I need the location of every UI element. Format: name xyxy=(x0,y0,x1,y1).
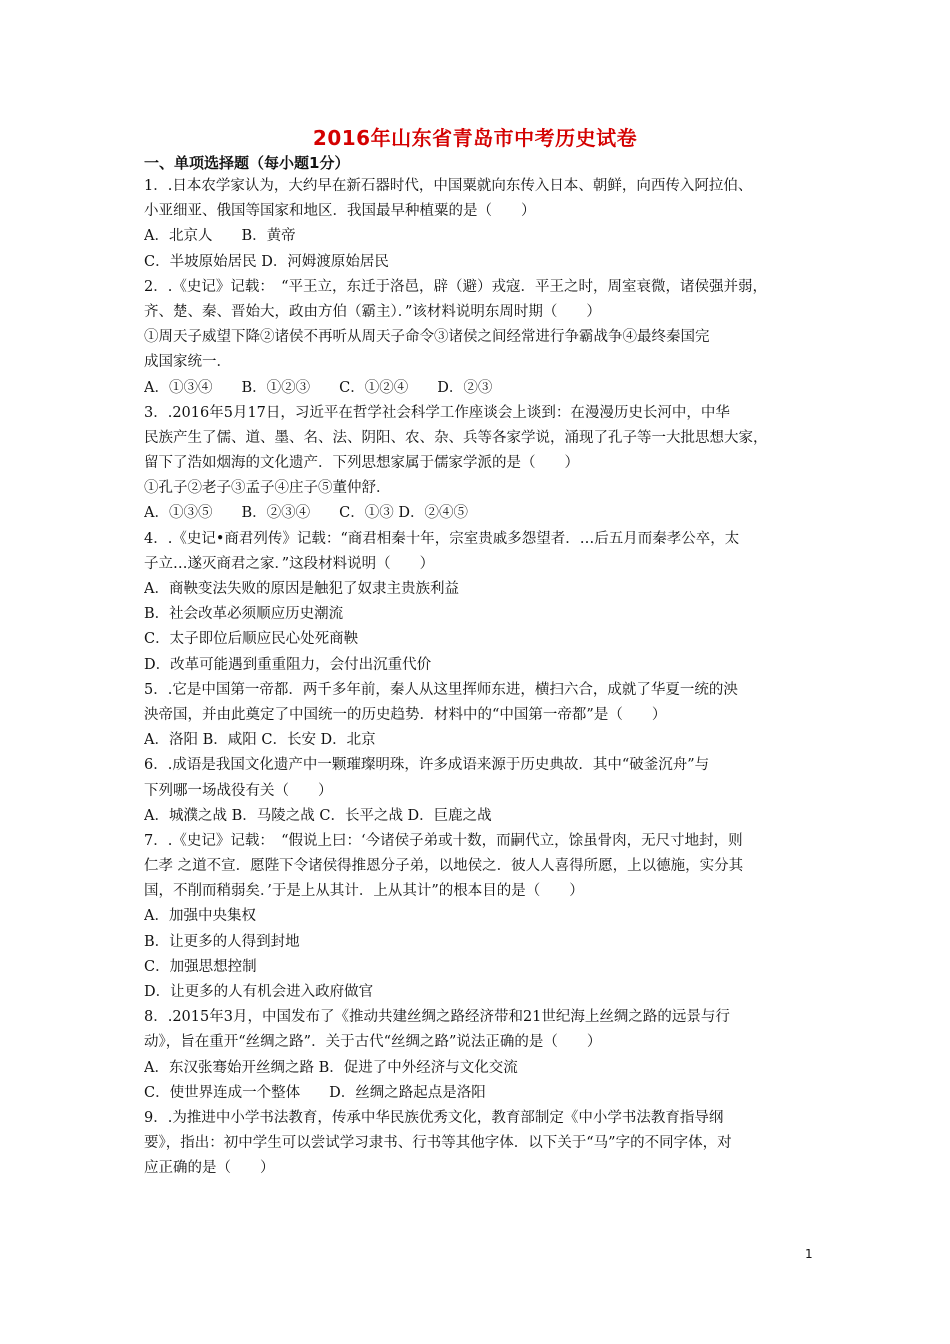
text-line: C．使世界连成一个整体 D．丝绸之路起点是洛阳 xyxy=(144,1084,486,1101)
text-line: 6．.成语是我国文化遗产中一颗璀璨明珠，许多成语来源于历史典故．其中“破釜沉舟”与 xyxy=(144,757,710,774)
text-line: B．社会改革必须顺应历史潮流 xyxy=(144,606,344,623)
text-line: 4．.《史记•商君列传》记载：“商君相秦十年，宗室贵戚多怨望者．…后五月而秦孝公卒，太 xyxy=(144,530,740,547)
text-line: A．北京人 B．黄帝 xyxy=(144,228,296,245)
text-line: 民族产生了儒、道、墨、名、法、阴阳、农、杂、兵等各家学说，涌现了孔子等一大批思想大家， xyxy=(144,429,768,446)
text-line: 9．.为推进中小学书法教育，传承中华民族优秀文化，教育部制定《中小学书法教育指导纲 xyxy=(144,1109,724,1126)
text-line: A．商鞅变法失败的原因是触犯了奴隶主贵族利益 xyxy=(144,581,459,597)
text-line: 2．.《史记》记载： “平王立，东迁于洛邑，辟（避）戎寇．平王之时，周室衰微，诸侯强并弱， xyxy=(144,278,767,295)
text-line: 7．.《史记》记载： “假说上曰：‘今诸侯子弟或十数，而嗣代立，馀虽骨肉，无尺寸地封，则 xyxy=(144,832,743,849)
text-line: A．①③⑤ B．②③④ C．①③ D．②④⑤ xyxy=(144,505,468,522)
text-line: ①周天子威望下降②诸侯不再听从周天子命令③诸侯之间经常进行争霸战争④最终秦国完 xyxy=(144,329,710,346)
text-line: 动》，旨在重开“丝绸之路”．关于古代“丝绸之路”说法正确的是（ ） xyxy=(144,1034,602,1051)
text-line: 5．.它是中国第一帝都．两千多年前，秦人从这里挥师东进，横扫六合，成就了华夏一统的泱 xyxy=(144,681,738,698)
text-line: 要》，指出：初中学生可以尝试学习隶书、行书等其他字体．以下关于“马”字的不同字体，对 xyxy=(144,1135,732,1152)
text-line: B．让更多的人得到封地 xyxy=(144,933,300,950)
question-text xyxy=(144,174,820,1182)
text-line: 应正确的是（ ） xyxy=(144,1160,275,1177)
text-line: C．半坡原始居民 D．河姆渡原始居民 xyxy=(144,253,389,270)
text-line: D．让更多的人有机会进入政府做官 xyxy=(144,984,374,1000)
text-line: 3．.2016年5月17日，习近平在哲学社会科学工作座谈会上谈到：在漫漫历史长河中，中华 xyxy=(144,404,730,421)
text-line: 留下了浩如烟海的文化遗产．下列思想家属于儒家学派的是（ ） xyxy=(144,455,579,472)
text-line: 国，不削而稍弱矣．’于是上从其计．上从其计”的根本目的是（ ） xyxy=(144,883,584,900)
text-line: 下列哪一场战役有关（ ） xyxy=(144,782,333,799)
text-line: 仁孝 之道不宣．愿陛下令诸侯得推恩分子弟，以地侯之．彼人人喜得所愿，上以德施，实分其 xyxy=(144,858,744,875)
text-line: A．①③④ B．①②③ C．①②④ D．②③ xyxy=(144,379,493,396)
text-line: ①孔子②老子③孟子④庄子⑤董仲舒． xyxy=(144,480,391,497)
text-line: C．太子即位后顺应民心处死商鞅 xyxy=(144,631,359,648)
page-number: 1 xyxy=(805,1247,813,1261)
text-line: C．加强思想控制 xyxy=(144,958,257,975)
text-line: 泱帝国，并由此奠定了中国统一的历史趋势．材料中的“中国第一帝都”是（ ） xyxy=(144,706,667,723)
text-line: 8．.2015年3月，中国发布了《推动共建丝绸之路经济带和21世纪海上丝绸之路的远景与行 xyxy=(144,1009,730,1026)
text-line: A．东汉张骞始开丝绸之路 B．促进了中外经济与文化交流 xyxy=(144,1059,518,1076)
text-line: A．城濮之战 B．马陵之战 C．长平之战 D．巨鹿之战 xyxy=(144,807,492,824)
text-line: 齐、楚、秦、晋始大，政由方伯（霸主）．”该材料说明东周时期（ ） xyxy=(144,303,601,320)
text-line: D．改革可能遇到重重阻力，会付出沉重代价 xyxy=(144,656,432,673)
text-line: A．洛阳 B．咸阳 C．长安 D．北京 xyxy=(144,732,376,749)
text-line: 成国家统一． xyxy=(144,354,231,371)
section-heading: 一、单项选择题（每小题1分） xyxy=(144,154,350,172)
page-title: 2016年山东省青岛市中考历史试卷 xyxy=(312,126,638,150)
text-line: 1．.日本农学家认为，大约早在新石器时代，中国粟就向东传入日本、朝鲜，向西传入阿拉伯、 xyxy=(144,178,753,194)
text-line: A．加强中央集权 xyxy=(144,908,256,925)
text-line: 子立…遂灭商君之家．”这段材料说明（ ） xyxy=(144,555,435,572)
text-line: 小亚细亚、俄国等国家和地区．我国最早种植粟的是（ ） xyxy=(144,203,536,220)
